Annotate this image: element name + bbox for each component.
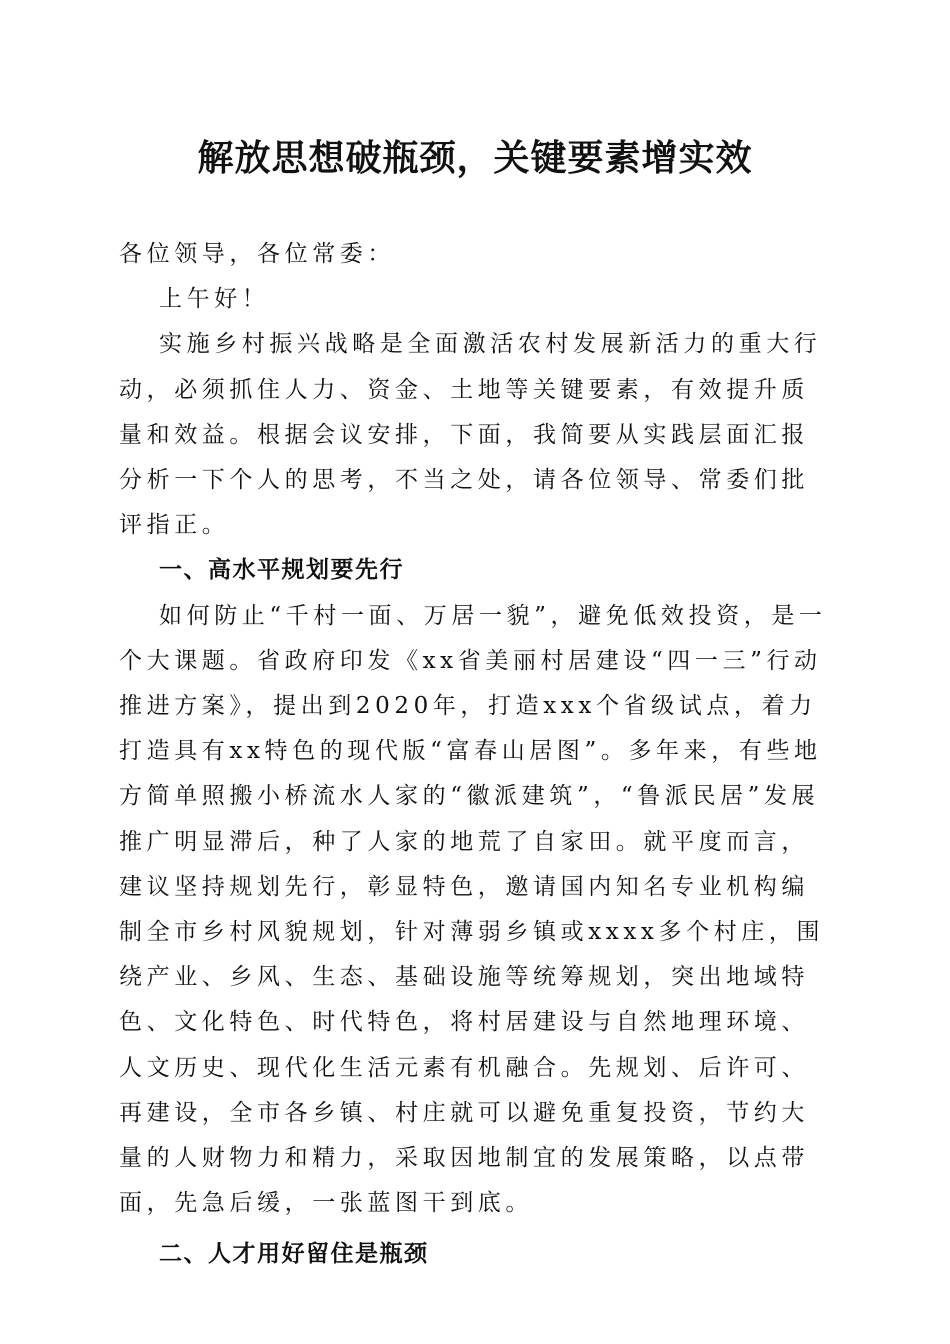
section-1-heading: 一、高水平规划要先行: [159, 557, 404, 584]
section-1-paragraph: 如何防止“千村一面、万居一貌”，避免低效投资，是一个大课题。省政府印发《xx省美丽村居建设“四一三”行动推进方案》，提出到2020年，打造xxx个省级试点，着力打造具有xx特色的现代版“富春山居图”。多年来，有些地方简单照搬小桥流水人家的“徽派建筑”，“鲁派民居”发展推广明显滞后，种了人家的地荒了自家田。就平度而言，建议坚持规划先行，彰显特色，邀请国内知名专业机构编制全市乡村风貌规划，针对薄弱乡镇或xxxx多个村庄，围绕产业、乡风、生态、基础设施等统筹规划，突出地域特色、文化特色、时代特色，将村居建设与自然地理环境、人文历史、现代化生活元素有机融合。先规划、后许可、再建设，全市各乡镇、村庄就可以避免重复投资，节约大量的人财物力和精力，采取因地制宜的发展策略，以点带面，先急后缓，一张蓝图干到底。: [119, 602, 827, 1217]
greeting: 上午好！: [159, 286, 270, 313]
document-body: [119, 232, 834, 1278]
document-title: 解放思想破瓶颈，关键要素增实效: [197, 138, 753, 179]
intro-paragraph: 实施乡村振兴战略是全面激活农村发展新活力的重大行动，必须抓住人力、资金、土地等关键要素，有效提升质量和效益。根据会议安排，下面，我简要从实践层面汇报分析一下个人的思考，不当之处，请各位领导、常委们批评指正。: [119, 331, 822, 539]
salutation: 各位领导，各位常委：: [119, 241, 395, 267]
section-2-heading: 二、人才用好留住是瓶颈: [159, 1241, 429, 1268]
